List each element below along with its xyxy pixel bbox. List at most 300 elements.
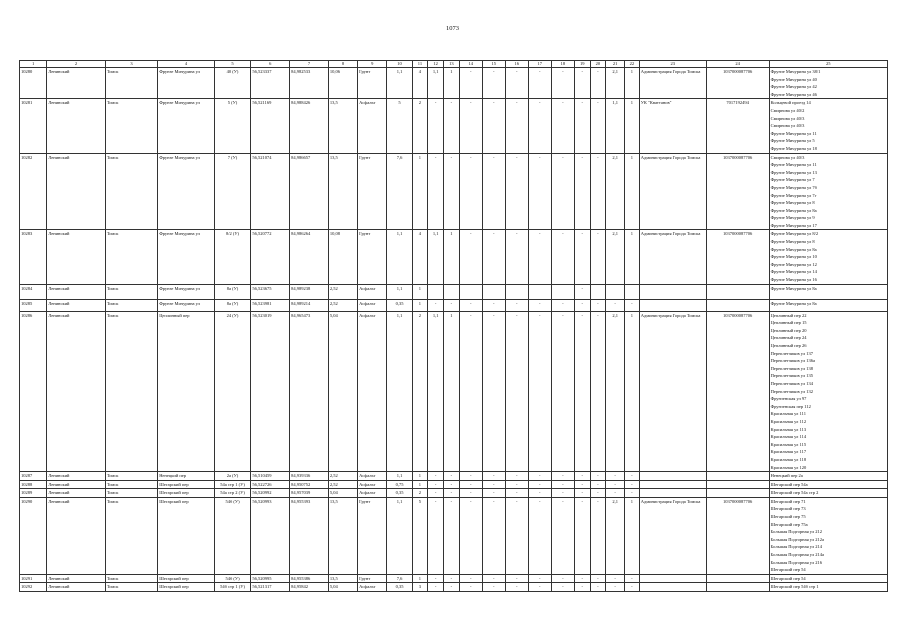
address-line: Фрунзе Мичурина ул 17 xyxy=(770,222,817,228)
table-cell: - xyxy=(482,230,505,284)
table-cell: - xyxy=(459,480,482,489)
table-cell: 7017192494 xyxy=(706,99,769,153)
table-cell: - xyxy=(459,68,482,99)
table-cell: Ленинский xyxy=(47,284,106,299)
table-cell: - xyxy=(528,311,551,471)
table-cell: 10,06 xyxy=(328,68,357,99)
table-cell xyxy=(706,299,769,311)
address-line: Красильная ул 118 xyxy=(770,456,807,462)
column-number-15: 15 xyxy=(482,61,505,68)
table-cell: - xyxy=(459,583,482,592)
address-line: Цеплинный пер 20 xyxy=(770,327,807,333)
address-line: Фрунзе Мичурина ул 13 xyxy=(770,169,817,175)
table-cell: - xyxy=(528,230,551,284)
table-cell: - xyxy=(590,583,606,592)
table-row xyxy=(20,489,888,498)
table-cell: - xyxy=(574,480,590,489)
table-cell: 5 xyxy=(412,497,428,574)
table-cell: - xyxy=(528,153,551,230)
table-cell: - xyxy=(606,299,625,311)
table-cell: Асфальт xyxy=(358,489,387,498)
table-cell: Грунт xyxy=(358,230,387,284)
table-cell: 56,520995 xyxy=(251,574,290,583)
table-cell: 1 xyxy=(625,497,640,574)
table-cell: Ленинский xyxy=(47,311,106,471)
table-cell: 13,5 xyxy=(328,497,357,574)
table-cell: 10282 xyxy=(20,153,47,230)
table-row xyxy=(20,299,888,311)
table-cell: - xyxy=(443,153,459,230)
table-cell: 1 xyxy=(412,480,428,489)
table-cell: Ленинский xyxy=(47,480,106,489)
table-cell: - xyxy=(459,299,482,311)
table-cell: 10292 xyxy=(20,583,47,592)
table-cell: 7,6 xyxy=(387,574,412,583)
table-cell: 56,521074 xyxy=(251,153,290,230)
table-cell: - xyxy=(551,153,574,230)
address-line: Фрунзе Мичурина ул 8а xyxy=(770,207,817,213)
address-list-cell xyxy=(769,299,887,311)
table-cell: 0,35 xyxy=(387,489,412,498)
address-line: Красильная ул 114 xyxy=(770,434,807,440)
table-cell: - xyxy=(625,574,640,583)
table-cell: 56,521317 xyxy=(251,583,290,592)
table-cell: - xyxy=(505,472,528,481)
table-cell: - xyxy=(428,99,444,153)
table-cell: - xyxy=(528,497,551,574)
table-cell: Грунт xyxy=(358,68,387,99)
address-line: Шегарский пер 54б стр 1 xyxy=(770,584,819,590)
table-cell: 1 xyxy=(412,299,428,311)
table-cell: Ленинский xyxy=(47,583,106,592)
column-number-12: 12 xyxy=(428,61,444,68)
table-cell: - xyxy=(459,230,482,284)
page-number: 1073 xyxy=(446,25,459,32)
table-cell xyxy=(639,489,706,498)
table-cell: 2а (У) xyxy=(214,472,251,481)
table-cell: 5,04 xyxy=(328,489,357,498)
table-cell: 1 xyxy=(625,311,640,471)
table-cell: 3 xyxy=(412,583,428,592)
table-cell: - xyxy=(625,472,640,481)
table-cell xyxy=(706,480,769,489)
table-cell: 10283 xyxy=(20,230,47,284)
address-line: Смирнова ул 40/3 xyxy=(770,123,805,129)
table-cell xyxy=(459,284,482,299)
table-cell: 8а (У) xyxy=(214,284,251,299)
table-cell: Ленинский xyxy=(47,99,106,153)
table-cell: 56,522726 xyxy=(251,480,290,489)
table-row xyxy=(20,311,888,471)
table-cell: - xyxy=(590,68,606,99)
table-cell: - xyxy=(606,489,625,498)
table-cell: - xyxy=(590,489,606,498)
table-cell: 2,1 xyxy=(606,497,625,574)
table-cell: 1,1 xyxy=(387,311,412,471)
address-line: Шегарский пер 73 xyxy=(770,506,806,512)
table-cell: 1 xyxy=(412,472,428,481)
table-cell: - xyxy=(590,299,606,311)
table-cell: - xyxy=(625,299,640,311)
table-cell: - xyxy=(528,68,551,99)
address-line: Красильная ул 117 xyxy=(770,449,807,455)
column-number-23: 23 xyxy=(639,61,706,68)
table-cell xyxy=(639,472,706,481)
table-cell: 7,6 xyxy=(387,153,412,230)
table-cell: 1 xyxy=(412,284,428,299)
table-cell: - xyxy=(590,497,606,574)
table-cell: - xyxy=(443,489,459,498)
address-line: Переплетчиков ул 137 xyxy=(770,350,813,356)
table-cell: - xyxy=(505,68,528,99)
address-line: Цеплинный пер 15 xyxy=(770,320,807,326)
address-line: Красильная ул 115 xyxy=(770,441,807,447)
table-cell: - xyxy=(574,583,590,592)
table-cell: 1 xyxy=(443,311,459,471)
table-cell: 13,5 xyxy=(328,99,357,153)
address-line: Смирнова ул 40/3 xyxy=(770,154,805,160)
table-cell: - xyxy=(459,489,482,498)
table-cell: - xyxy=(482,489,505,498)
table-cell: - xyxy=(482,299,505,311)
table-cell: 56,510459 xyxy=(251,472,290,481)
table-cell: - xyxy=(505,153,528,230)
table-cell: - xyxy=(590,99,606,153)
column-number-row xyxy=(20,61,888,68)
table-cell: 2,1 xyxy=(606,230,625,284)
address-line: Фрунзе Мичурина ул 5 xyxy=(770,138,815,144)
address-line: Большая Подгорная ул 212 xyxy=(770,529,822,535)
table-cell: 24 (У) xyxy=(214,311,251,471)
column-number-20: 20 xyxy=(590,61,606,68)
table-cell: 84,955386 xyxy=(290,574,329,583)
table-cell: Администрация Города Томска xyxy=(639,153,706,230)
address-line: Ненецкий пер 2а xyxy=(770,473,803,479)
table-cell: - xyxy=(505,311,528,471)
table-cell: 84,986264 xyxy=(290,230,329,284)
address-list-cell xyxy=(769,574,887,583)
table-cell: - xyxy=(574,299,590,311)
table-cell: - xyxy=(528,574,551,583)
column-number-2: 2 xyxy=(47,61,106,68)
table-row xyxy=(20,153,888,230)
table-cell: 1 xyxy=(412,153,428,230)
table-cell: 84,939336 xyxy=(290,472,329,481)
table-cell: - xyxy=(606,472,625,481)
table-cell: - xyxy=(505,299,528,311)
table-cell: Администрация Города Томска xyxy=(639,497,706,574)
table-cell: - xyxy=(505,480,528,489)
table-cell xyxy=(639,574,706,583)
table-cell: 1,1 xyxy=(606,99,625,153)
column-number-1: 1 xyxy=(20,61,47,68)
table-cell: Фрунзе Мичурина ул xyxy=(158,153,215,230)
table-cell: - xyxy=(574,311,590,471)
table-cell: Грунт xyxy=(358,497,387,574)
table-cell: - xyxy=(443,583,459,592)
table-cell xyxy=(639,299,706,311)
table-cell: Томск xyxy=(105,472,157,481)
table-cell: 5 xyxy=(387,99,412,153)
address-line: Фрунзе Мичурина ул 8/2 xyxy=(770,231,819,237)
table-cell: Томск xyxy=(105,480,157,489)
table-cell: 0,35 xyxy=(387,299,412,311)
table-cell: 5,04 xyxy=(328,311,357,471)
table-cell: - xyxy=(551,472,574,481)
table-cell: Томск xyxy=(105,574,157,583)
column-number-10: 10 xyxy=(387,61,412,68)
table-cell: 1 xyxy=(625,230,640,284)
table-cell: 0,35 xyxy=(387,583,412,592)
table-cell: - xyxy=(482,68,505,99)
table-cell: - xyxy=(606,480,625,489)
table-cell: 2 xyxy=(412,99,428,153)
table-cell xyxy=(443,284,459,299)
table-cell: - xyxy=(482,311,505,471)
table-cell xyxy=(706,489,769,498)
table-cell: 5 (У) xyxy=(214,99,251,153)
table-cell: 56,520992 xyxy=(251,489,290,498)
table-cell: Грунт xyxy=(358,574,387,583)
column-number-21: 21 xyxy=(606,61,625,68)
table-cell xyxy=(706,574,769,583)
table-cell: 2,1 xyxy=(606,68,625,99)
table-cell: - xyxy=(574,489,590,498)
table-cell: - xyxy=(505,583,528,592)
table-cell: 1 xyxy=(412,574,428,583)
table-cell: - xyxy=(625,480,640,489)
table-cell: 10,08 xyxy=(328,230,357,284)
address-list-cell xyxy=(769,489,887,498)
table-cell: Администрация Города Томска xyxy=(639,68,706,99)
table-cell: - xyxy=(428,583,444,592)
table-cell: 1 xyxy=(625,99,640,153)
address-line: Шегарский пер 75 xyxy=(770,514,806,520)
table-cell: 84,989214 xyxy=(290,299,329,311)
address-line: Фрунзе Мичурина ул 9 xyxy=(770,215,815,221)
table-cell: - xyxy=(606,574,625,583)
address-line: Фрунзе Мичурина ул 8а xyxy=(770,285,817,291)
table-cell: - xyxy=(528,489,551,498)
table-cell: - xyxy=(551,497,574,574)
address-line: Переплетчиков ул 132 xyxy=(770,388,813,394)
table-cell: 56,523019 xyxy=(251,311,290,471)
address-line: Фрунзе Мичурина ул 42 xyxy=(770,84,817,90)
table-cell: 2,52 xyxy=(328,472,357,481)
table-cell: 84,986657 xyxy=(290,153,329,230)
table-cell: 2 xyxy=(412,311,428,471)
table-cell: 1,1 xyxy=(387,284,412,299)
address-line: Шегарский пер 54 xyxy=(770,567,806,573)
table-cell: - xyxy=(482,153,505,230)
table-row xyxy=(20,574,888,583)
table-cell: Шегарский пер xyxy=(158,480,215,489)
table-cell: 10289 xyxy=(20,489,47,498)
table-cell: - xyxy=(482,480,505,489)
table-cell xyxy=(625,284,640,299)
address-line: Красильная ул 111 xyxy=(770,411,806,417)
table-cell: 2,1 xyxy=(606,153,625,230)
address-list-cell xyxy=(769,497,887,574)
table-cell: 1037000087706 xyxy=(706,230,769,284)
table-cell: Асфальт xyxy=(358,311,387,471)
table-cell: - xyxy=(528,472,551,481)
table-cell xyxy=(706,472,769,481)
address-line: Фрунзе Мичурина ул 10 xyxy=(770,254,817,260)
table-cell: 8/2 (У) xyxy=(214,230,251,284)
table-cell: - xyxy=(590,472,606,481)
table-cell: - xyxy=(574,472,590,481)
table-cell: Асфальт xyxy=(358,284,387,299)
table-cell: 84,95842 xyxy=(290,583,329,592)
table-cell: 2,52 xyxy=(328,284,357,299)
address-line: Красильная ул 112 xyxy=(770,418,807,424)
table-cell: 2 xyxy=(412,489,428,498)
address-line: Фрунзе Мичурина ул 11 xyxy=(770,162,817,168)
address-line: Шегарский пер 54 xyxy=(770,575,806,581)
address-line: Переплетчиков ул 136а xyxy=(770,358,815,364)
table-cell: - xyxy=(428,497,444,574)
table-cell: 54б (У) xyxy=(214,574,251,583)
address-line: Кольцевой проезд 14 xyxy=(770,100,811,106)
column-number-24: 24 xyxy=(706,61,769,68)
table-cell: 10281 xyxy=(20,99,47,153)
table-cell: 84,989238 xyxy=(290,284,329,299)
address-line: Смирнова ул 40/3 xyxy=(770,115,805,121)
address-line: Шегарский пер 54а стр 2 xyxy=(770,490,819,496)
table-cell: 1,1 xyxy=(387,497,412,574)
table-cell: - xyxy=(505,574,528,583)
address-line: Фрунзе Мичурина ул 16 xyxy=(770,277,817,283)
table-cell: Грунт xyxy=(358,153,387,230)
table-cell xyxy=(639,284,706,299)
table-cell: - xyxy=(625,583,640,592)
table-cell: 13,5 xyxy=(328,153,357,230)
table-cell: 1,1 xyxy=(428,68,444,99)
table-cell: Томск xyxy=(105,68,157,99)
table-cell: 4 xyxy=(412,68,428,99)
table-cell: 10287 xyxy=(20,472,47,481)
address-line: Шегарский пер 71 xyxy=(770,498,806,504)
table-cell: 84,982533 xyxy=(290,68,329,99)
address-line: Шегарский пер 75а xyxy=(770,521,808,527)
table-cell: Цеплинный пер xyxy=(158,311,215,471)
table-cell: - xyxy=(443,299,459,311)
table-cell: Асфальт xyxy=(358,299,387,311)
table-cell: - xyxy=(574,230,590,284)
table-cell xyxy=(639,480,706,489)
table-cell: 1,1 xyxy=(387,230,412,284)
table-cell: 1,1 xyxy=(387,472,412,481)
address-line: Цеплинный пер 24 xyxy=(770,335,807,341)
column-number-9: 9 xyxy=(358,61,387,68)
table-cell: Томск xyxy=(105,299,157,311)
table-cell: 1037000087706 xyxy=(706,153,769,230)
address-line: Фрунзе Мичурина ул 46 xyxy=(770,91,817,97)
table-cell: 7 (У) xyxy=(214,153,251,230)
table-cell: 56,520772 xyxy=(251,230,290,284)
column-number-3: 3 xyxy=(105,61,157,68)
table-cell xyxy=(706,583,769,592)
address-line: Фрунзе Мичурина ул 8 xyxy=(770,200,815,206)
table-cell: 54б (У) xyxy=(214,497,251,574)
table-cell xyxy=(528,284,551,299)
table-cell: Томск xyxy=(105,311,157,471)
table-cell: Фрунзе Мичурина ул xyxy=(158,230,215,284)
table-cell: Администрация Города Томска xyxy=(639,230,706,284)
table-cell: 56,523675 xyxy=(251,284,290,299)
table-cell: - xyxy=(428,480,444,489)
address-line: Большая Подгорная ул 214 xyxy=(770,544,822,550)
table-cell: - xyxy=(428,489,444,498)
table-cell: - xyxy=(590,230,606,284)
table-cell: Ленинский xyxy=(47,299,106,311)
table-cell: Томск xyxy=(105,99,157,153)
address-line: Фрунзе Мичурина ул 14 xyxy=(770,269,817,275)
table-cell: Фрунзе Мичурина ул xyxy=(158,284,215,299)
column-number-7: 7 xyxy=(290,61,329,68)
table-cell: - xyxy=(528,480,551,489)
table-cell: - xyxy=(551,489,574,498)
table-cell: - xyxy=(574,68,590,99)
address-line: Красильная ул 120 xyxy=(770,464,807,470)
column-number-6: 6 xyxy=(251,61,290,68)
column-number-25: 25 xyxy=(769,61,887,68)
table-cell: Ненецкий пер xyxy=(158,472,215,481)
table-cell: 1037000087706 xyxy=(706,68,769,99)
address-line: Переплетчиков ул 134 xyxy=(770,380,813,386)
table-cell: Асфальт xyxy=(358,583,387,592)
table-cell: - xyxy=(459,311,482,471)
table-cell: - xyxy=(625,489,640,498)
address-line: Фрунзе Мичурина ул 8 xyxy=(770,239,815,245)
table-cell: Ленинский xyxy=(47,472,106,481)
table-row xyxy=(20,99,888,153)
table-cell: 0,75 xyxy=(387,480,412,489)
column-number-18: 18 xyxy=(551,61,574,68)
table-cell: - xyxy=(590,574,606,583)
table-row xyxy=(20,583,888,592)
table-cell: 1 xyxy=(625,153,640,230)
table-cell: 40 (У) xyxy=(214,68,251,99)
table-cell: - xyxy=(551,99,574,153)
column-number-4: 4 xyxy=(158,61,215,68)
table-cell: 84,988426 xyxy=(290,99,329,153)
table-cell: Ленинский xyxy=(47,153,106,230)
column-number-11: 11 xyxy=(412,61,428,68)
table-cell: - xyxy=(528,583,551,592)
table-cell: - xyxy=(505,489,528,498)
table-body xyxy=(20,68,888,592)
table-cell: - xyxy=(505,497,528,574)
table-cell: 10290 xyxy=(20,497,47,574)
address-list-cell xyxy=(769,99,887,153)
address-line: Большая Подгорная ул 214а xyxy=(770,552,824,558)
table-cell: - xyxy=(482,574,505,583)
table-cell: УК "Кваттанов" xyxy=(639,99,706,153)
address-line: Смирнова ул 40/2 xyxy=(770,107,805,113)
table-cell: - xyxy=(428,299,444,311)
table-cell: Шегарский пер xyxy=(158,574,215,583)
table-cell: - xyxy=(443,480,459,489)
address-list-cell xyxy=(769,68,887,99)
table-cell: Томск xyxy=(105,230,157,284)
table-cell: Ленинский xyxy=(47,497,106,574)
table-cell: - xyxy=(428,574,444,583)
table-cell: - xyxy=(443,574,459,583)
table-cell: - xyxy=(482,497,505,574)
table-cell: - xyxy=(574,497,590,574)
